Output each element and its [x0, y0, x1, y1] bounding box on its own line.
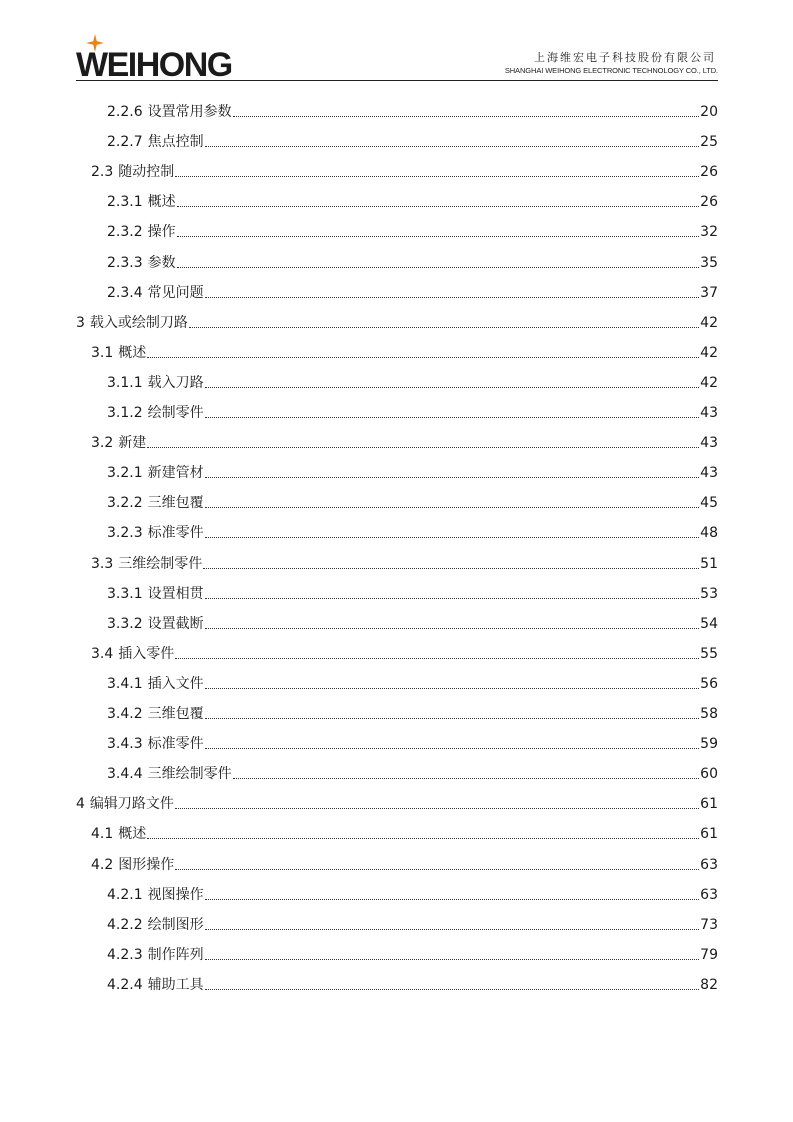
toc-entry[interactable] — [76, 973, 718, 995]
toc-dot-leader — [205, 958, 700, 960]
toc-entry-number: 4.2.1 — [107, 886, 143, 903]
toc-dot-leader — [205, 597, 700, 599]
toc-entry-page: 56 — [700, 675, 718, 692]
toc-entry-number: 2.3.1 — [107, 194, 143, 211]
toc-entry[interactable] — [76, 371, 718, 393]
company-name-en: SHANGHAI WEIHONG ELECTRONIC TECHNOLOGY CO., LTD. — [504, 66, 718, 75]
toc-dot-leader — [233, 777, 700, 779]
toc-dot-leader — [205, 717, 700, 719]
toc-entry-page: 20 — [700, 104, 718, 120]
toc-dot-leader — [205, 536, 700, 538]
toc-entry[interactable] — [76, 281, 718, 303]
toc-entry-page: 60 — [700, 766, 718, 783]
toc-entry-page: 51 — [700, 555, 718, 572]
toc-entry-page: 42 — [700, 344, 718, 361]
toc-entry-title: 辅助工具 — [147, 976, 204, 993]
toc-entry-title: 随动控制 — [118, 164, 175, 181]
toc-entry-number: 3.3 — [91, 555, 114, 572]
toc-entry[interactable] — [76, 130, 718, 152]
toc-entry-title: 绘制图形 — [147, 916, 204, 933]
toc-entry-page: 43 — [700, 405, 718, 421]
toc-entry[interactable] — [76, 913, 718, 935]
toc-entry-number: 2.2.6 — [107, 104, 143, 120]
toc-dot-leader — [205, 296, 700, 298]
toc-entry-title: 三维包覆 — [147, 706, 204, 722]
toc-entry-title: 操作 — [147, 224, 176, 241]
toc-dot-leader — [175, 807, 699, 809]
toc-dot-leader — [177, 205, 700, 207]
toc-entry-page: 63 — [700, 886, 718, 903]
toc-entry-page: 61 — [700, 796, 718, 813]
toc-dot-leader — [205, 145, 700, 147]
toc-entry[interactable] — [76, 822, 718, 844]
toc-entry[interactable] — [76, 311, 718, 333]
toc-entry[interactable] — [76, 401, 718, 423]
toc-entry-title: 载入或绘制刀路 — [89, 314, 188, 331]
toc-entry-title: 设置截断 — [147, 615, 204, 632]
toc-entry-title: 三维绘制零件 — [147, 766, 232, 783]
toc-entry-page: 37 — [700, 284, 718, 301]
toc-entry-page: 32 — [700, 224, 718, 241]
toc-entry-title: 编辑刀路文件 — [89, 796, 174, 813]
toc-dot-leader — [205, 988, 700, 990]
toc-entry[interactable] — [76, 702, 718, 724]
company-name-cn: 上海维宏电子科技股份有限公司 — [534, 51, 716, 64]
toc-entry-page: 25 — [700, 134, 718, 151]
toc-entry-number: 2.2.7 — [107, 134, 143, 151]
toc-dot-leader — [147, 446, 699, 448]
toc-entry-title: 设置常用参数 — [147, 104, 232, 120]
toc-entry-title: 新建管材 — [147, 465, 204, 482]
toc-entry-title: 视图操作 — [147, 886, 204, 903]
toc-dot-leader — [205, 506, 700, 508]
toc-entry-number: 4.2 — [91, 856, 114, 873]
toc-entry-number: 3.1.2 — [107, 405, 143, 421]
toc-entry-title: 参数 — [147, 254, 176, 271]
toc-entry[interactable] — [76, 732, 718, 754]
toc-entry[interactable] — [76, 491, 718, 513]
toc-entry-title: 插入零件 — [118, 645, 175, 662]
toc-entry[interactable] — [76, 672, 718, 694]
toc-entry-page: 26 — [700, 164, 718, 181]
toc-entry-title: 三维绘制零件 — [118, 555, 203, 572]
toc-entry[interactable] — [76, 582, 718, 604]
toc-dot-leader — [205, 928, 700, 930]
toc-dot-leader — [205, 898, 700, 900]
toc-entry-title: 三维包覆 — [147, 495, 204, 512]
toc-entry[interactable] — [76, 160, 718, 182]
toc-entry-number: 3.4 — [91, 645, 114, 662]
toc-dot-leader — [205, 747, 700, 749]
toc-entry-title: 概述 — [147, 194, 176, 211]
toc-entry-number: 3.4.3 — [107, 736, 143, 753]
toc-entry-title: 图形操作 — [118, 856, 175, 873]
toc-entry-page: 45 — [700, 495, 718, 512]
toc-entry-number: 2.3.4 — [107, 284, 143, 301]
toc-entry[interactable] — [76, 190, 718, 212]
toc-entry[interactable] — [76, 251, 718, 273]
toc-entry[interactable] — [76, 220, 718, 242]
toc-entry-number: 2.3.3 — [107, 254, 143, 271]
toc-dot-leader — [233, 115, 700, 117]
toc-entry[interactable] — [76, 552, 718, 574]
toc-entry-number: 3.4.1 — [107, 675, 143, 692]
toc-entry-number: 3.1.1 — [107, 374, 143, 391]
toc-entry-number: 4.2.2 — [107, 916, 143, 933]
toc-dot-leader — [175, 657, 699, 659]
toc-dot-leader — [177, 266, 700, 268]
toc-entry-number: 3.2.2 — [107, 495, 143, 512]
toc-entry-page: 54 — [700, 615, 718, 632]
toc-entry[interactable] — [76, 341, 718, 363]
toc-entry-title: 标准零件 — [147, 525, 204, 542]
toc-dot-leader — [205, 476, 700, 478]
page-header — [76, 36, 718, 84]
toc-dot-leader — [147, 837, 699, 839]
toc-entry-number: 3.3.1 — [107, 585, 143, 602]
toc-entry-title: 概述 — [118, 344, 147, 361]
toc-dot-leader — [189, 326, 699, 328]
toc-entry[interactable] — [76, 853, 718, 875]
toc-entry-page: 61 — [700, 826, 718, 843]
toc-entry-page: 63 — [700, 856, 718, 873]
toc-entry[interactable] — [76, 521, 718, 543]
toc-dot-leader — [175, 175, 699, 177]
toc-entry-number: 3.3.2 — [107, 615, 143, 632]
toc-entry-title: 概述 — [118, 826, 147, 843]
toc-entry-number: 3.1 — [91, 344, 114, 361]
toc-dot-leader — [205, 627, 700, 629]
toc-entry[interactable] — [76, 762, 718, 784]
toc-entry[interactable] — [76, 431, 718, 453]
toc-entry-page: 48 — [700, 525, 718, 542]
toc-dot-leader — [203, 567, 699, 569]
toc-entry-title: 标准零件 — [147, 736, 204, 753]
toc-entry[interactable] — [76, 642, 718, 664]
toc-entry-title: 制作阵列 — [147, 946, 204, 963]
toc-entry-number: 2.3.2 — [107, 224, 143, 241]
toc-entry-page: 58 — [700, 706, 718, 722]
toc-entry-number: 3 — [76, 314, 85, 331]
toc-entry-title: 焦点控制 — [147, 134, 204, 151]
toc-entry-number: 4.2.4 — [107, 976, 143, 993]
toc-entry-page: 73 — [700, 916, 718, 933]
toc-entry[interactable] — [76, 612, 718, 634]
toc-dot-leader — [205, 687, 700, 689]
toc-entry-page: 35 — [700, 254, 718, 271]
toc-entry-page: 82 — [700, 976, 718, 993]
toc-entry-number: 3.4.2 — [107, 706, 143, 722]
toc-entry-title: 插入文件 — [147, 675, 204, 692]
toc-entry[interactable] — [76, 792, 718, 814]
toc-entry[interactable] — [76, 100, 718, 122]
toc-entry-number: 3.2.3 — [107, 525, 143, 542]
toc-entry-page: 79 — [700, 946, 718, 963]
toc-dot-leader — [177, 235, 700, 237]
logo-text: WEIHONG — [76, 46, 232, 84]
toc-entry-page: 55 — [700, 645, 718, 662]
toc-entry-number: 3.2 — [91, 435, 114, 452]
toc-entry-title: 新建 — [118, 435, 147, 452]
toc-entry-page: 59 — [700, 736, 718, 753]
toc-dot-leader — [205, 386, 700, 388]
toc-entry-page: 53 — [700, 585, 718, 602]
toc-entry-title: 绘制零件 — [147, 405, 204, 421]
toc-entry-page: 43 — [700, 435, 718, 452]
toc-entry-title: 载入刀路 — [147, 374, 204, 391]
toc-entry-number: 2.3 — [91, 164, 114, 181]
toc-dot-leader — [205, 416, 700, 418]
toc-entry[interactable] — [76, 461, 718, 483]
toc-entry[interactable] — [76, 943, 718, 965]
toc-entry-page: 42 — [700, 374, 718, 391]
toc-entry-title: 设置相贯 — [147, 585, 204, 602]
toc-entry-title: 常见问题 — [147, 284, 204, 301]
toc-entry-number: 3.2.1 — [107, 465, 143, 482]
toc-entry-page: 42 — [700, 314, 718, 331]
toc-entry-number: 4.2.3 — [107, 946, 143, 963]
toc-dot-leader — [175, 868, 699, 870]
toc-entry-number: 3.4.4 — [107, 766, 143, 783]
toc-entry-number: 4.1 — [91, 826, 114, 843]
toc-entry[interactable] — [76, 883, 718, 905]
toc-dot-leader — [147, 356, 699, 358]
toc-entry-number: 4 — [76, 796, 85, 813]
toc-entry-page: 43 — [700, 465, 718, 482]
toc-entry-page: 26 — [700, 194, 718, 211]
